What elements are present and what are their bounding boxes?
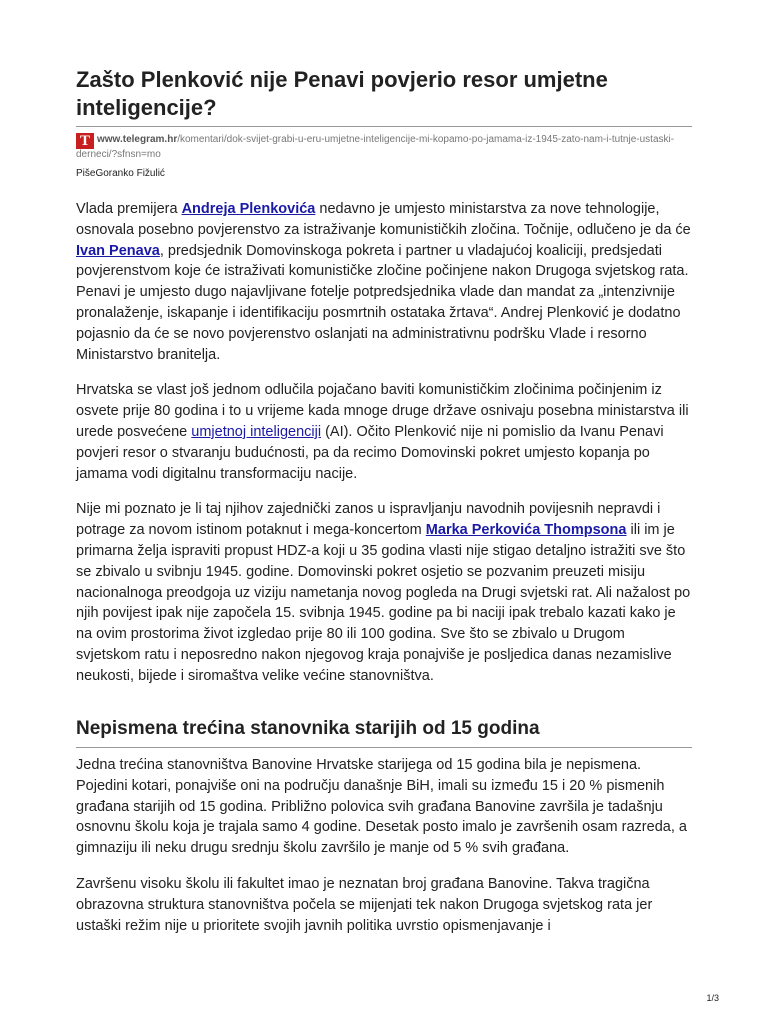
p3-text-1: Nije mi poznato je li taj njihov zajednički zanos u ispravljanju navodnih povijesnih nepravdi i potrage za novom istinom potaknut i mega-koncertom: [76, 501, 661, 539]
paragraph-2: [76, 380, 692, 484]
paragraph-4: Jedna trećina stanovništva Banovine Hrvatske starijega od 15 godina bila je nepismena. Pojedini kotari, ponajviše oni na području današnje BiH, imali su između 15 i 20 % pismenih građana starijih od 15 godina. Približno polovica svih građana Banovine završila je tadašnju osnovnu školu koja je trajala samo 4 godine. Desetak posto imalo je završenih osam razreda, a gimnaziju ili neku drugu srednju školu završilo je manje od 5 % svih građana.: [76, 757, 687, 857]
p2-text-2: (AI). Očito Plenković nije ni pomislio da Ivanu Penavi povjeri resor o stvaranju budućnosti, pa da recimo Domovinski pokret umjesto kopanja po jamama vodi digitalnu transformaciju nacije.: [76, 423, 664, 482]
source-path: /komentari/dok-svijet-grabi-u-eru-umjetne-inteligencije-mi-kopamo-po-jamama-iz-1945-zato-nam-i-tutnje-ustaski-derneci/?sfnsn=mo: [76, 134, 675, 160]
link-andrej-plenkovic[interactable]: Andreja Plenkovića: [181, 201, 316, 217]
article-body-top: [76, 199, 692, 702]
article-body-bottom: [76, 755, 692, 951]
link-ivan-penava[interactable]: Ivan Penava: [76, 242, 160, 259]
page-number: 1/3: [706, 993, 719, 1003]
section-divider: [76, 747, 692, 748]
p1-text-1: Vlada premijera: [76, 201, 182, 217]
paragraph-3: [76, 499, 692, 686]
link-marko-perkovic-thompson[interactable]: Marka Perkovića Thompsona: [425, 522, 627, 539]
p3-text-2: ili im je primarna želja ispraviti propust HDZ-a koji u 35 godina vlasti nije stigao detaljno istražiti sve što se zbivalo u svibnju 1945. godine. Domovinski pokret osjetio se pozvanim preuzeti misiju nacionalnoga preodgoja uz viziju nametanja novog pogleda na Drugi svjetski rat. Ali nažalost po njih povijest ipak nije započela 15. svibnja 1945. godine pa bi naciji ipak trebalo kazati kako je na ovim prostorima život izgledao prije 80 ili 100 godina. Sve što se zbivalo u Drugom svjetskom ratu i neposredno nakon njegovog kraja ponajviše je posljedica danas nezamislive neukosti, bijede i siromaštva velike većine stanovništva.: [76, 522, 691, 684]
p1-text-3: , predsjednik Domovinskoga pokreta i partner u vladajućoj koaliciji, predsjedati povjerenstvom koje će istraživati komunističke zločine počinjene nakon Drugoga svjetskog rata. Penavi je umjesto dugo najavljivane fotelje potpredsjednika vlade dan mandat za „intenzivnije pronalaženje, iskapanje i identifikaciju posmrtnih ostataka žrtava“. Andrej Plenković je dodatno pojasnio da će se novo povjerenstvo oslanjati na administrativnu podršku Vlade i resorno Ministarstvo branitelja.: [76, 242, 689, 363]
source-domain: www.telegram.hr: [97, 134, 178, 145]
source-url[interactable]: [76, 133, 692, 162]
p2-text-1: Hrvatska se vlast još jednom odlučila pojačano baviti komunističkim zločinima počinjenim iz osvete prije 80 godina i to u vrijeme kada mnoge druge države osnivaju posebna ministarstva ili urede posvećene: [76, 382, 689, 440]
p1-text-2: nedavno je umjesto ministarstva za nove tehnologije, osnovala posebno povjerenstvo za istraživanje komunističkih zločina. Točnije, odlučeno je da će: [76, 201, 691, 238]
author-line: PišeGoranko Fižulić: [76, 168, 165, 179]
title-divider: [76, 126, 692, 127]
section-heading: Nepismena trećina stanovnika starijih od 15 godina: [76, 718, 540, 739]
paragraph-5: Završenu visoku školu ili fakultet imao je neznatan broj građana Banovine. Takva tragična obrazovna struktura stanovništva počela se mijenjati tek nakon Drugoga svjetskog rata jer ustaški režim nije u prioritete svojih javnih politika uvrstio opismenjavanje i: [76, 875, 653, 934]
telegram-logo-icon: T: [76, 133, 94, 149]
link-umjetna-inteligencija[interactable]: umjetnoj inteligenciji: [191, 423, 322, 440]
article-title: Zašto Plenković nije Penavi povjerio resor umjetne inteligencije?: [76, 67, 608, 120]
paragraph-1: [76, 199, 692, 365]
